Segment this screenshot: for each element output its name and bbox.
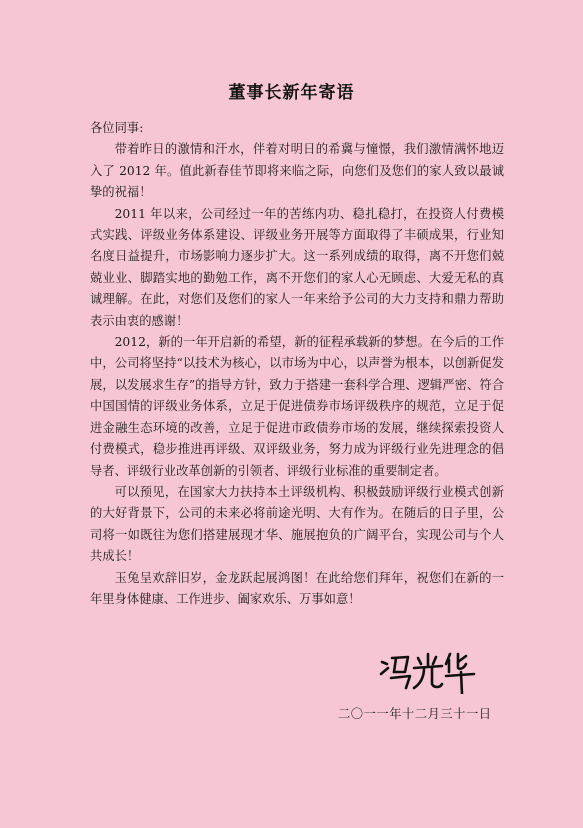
letter-paragraph-2: 2011 年以来，公司经过一年的苦练内功、稳扎稳打，在投资人付费模式实践、评级业务体系建设、评级业务开展等方面取得了丰硕成果，行业知名度日益提升，市场影响力逐步扩大。这一系列成绩的取得，离不开您们兢兢业业、脚踏实地的勤勉工作，离不开您们的家人心无顾虑、大爱无私的真诚理解。在此，对您们及您们的家人一年来给予公司的大力支持和鼎力帮助表示由衷的感谢！ (90, 206, 504, 328)
letter-paragraph-4: 可以预见，在国家大力扶持本土评级机构、积极鼓励评级行业模式创新的大好背景下，公司的未来必将前途光明、大有作为。在随后的日子里，公司将一如既往为您们搭建展现才华、施展抱负的广阔平台，实现公司与个人共成长！ (90, 484, 504, 564)
handwritten-signature (378, 648, 478, 694)
letter-date: 二〇一一年十二月三十一日 (338, 707, 492, 721)
letter-body (90, 118, 504, 610)
letter-paragraph-5: 玉兔呈欢辞旧岁，金龙跃起展鸿图！在此给您们拜年，祝您们在新的一年里身体健康、工作进步、阖家欢乐、万事如意！ (90, 570, 504, 606)
letter-paragraph-3: 2012，新的一年开启新的希望，新的征程承载新的梦想。在今后的工作中，公司将坚持“以技术为核心，以市场为中心，以声誉为根本，以创新促发展，以发展求生存”的指导方针，致力于搭建一套科学合理、逻辑严密、符合中国国情的评级业务体系，立足于促进债券市场评级秩序的规范，立足于促进金融生态环境的改善，立足于促进市政债券市场的发展，继续探索投资人付费模式，稳步推进再评级、双评级业务，努力成为评级行业先进理念的倡导者、评级行业改革创新的引领者、评级行业标准的重要制定者。 (90, 335, 504, 478)
letter-paragraph-1: 带着昨日的激情和汗水，伴着对明日的希冀与憧憬，我们激情满怀地迈入了 2012 年。值此新春佳节即将来临之际，向您们及您们的家人致以最诚挚的祝福！ (90, 142, 504, 200)
letter-title: 董事长新年寄语 (228, 83, 355, 103)
letter-greeting: 各位同事: (90, 121, 144, 135)
